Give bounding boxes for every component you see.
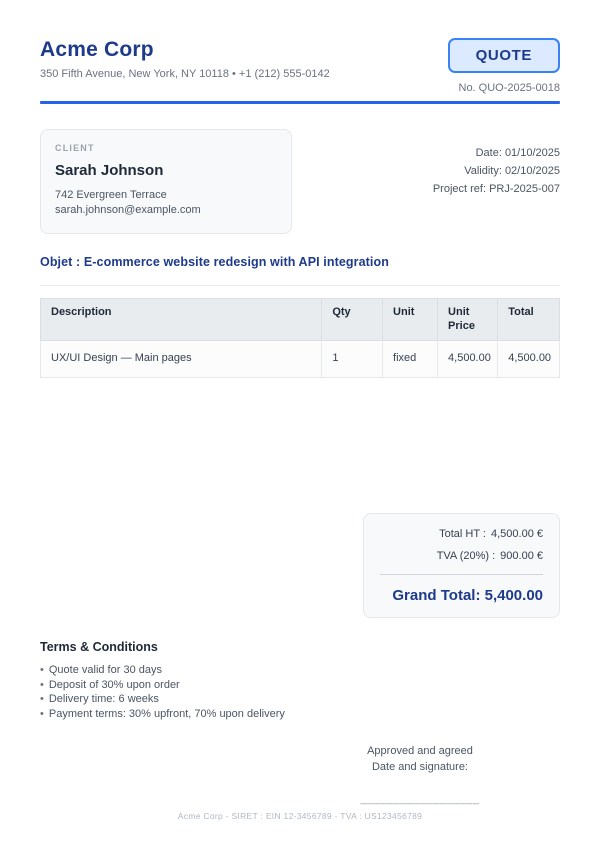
doc-number: No. QUO-2025-0018 — [458, 82, 560, 94]
terms-item — [40, 663, 560, 678]
table-row — [41, 341, 560, 378]
quote-meta — [433, 144, 560, 234]
cell-total: 4,500.00 — [498, 341, 560, 378]
document-header — [40, 38, 560, 94]
terms-item — [40, 692, 560, 707]
signature-rule: __________________ — [360, 793, 480, 806]
terms-item — [40, 678, 560, 693]
client-name: Sarah Johnson — [55, 162, 164, 179]
tax-label: TVA (20%) : — [436, 550, 496, 563]
company-address: 350 Fifth Avenue, New York, NY 10118 • +1 (212) 555-0142 — [40, 68, 330, 81]
bullet-glyph: • — [40, 707, 44, 720]
bullet-glyph: • — [40, 693, 44, 706]
header-total: Total — [498, 298, 560, 341]
cell-description: UX/UI Design — Main pages — [41, 341, 322, 378]
client-address: 742 Evergreen Terrace — [55, 189, 167, 201]
cell-unit: fixed — [383, 341, 438, 378]
header-description: Description — [41, 298, 322, 341]
meta-project-ref: Project ref: PRJ-2025-007 — [432, 183, 560, 195]
signature-date-text: Date and signature: — [371, 761, 468, 774]
subject-divider — [40, 285, 560, 286]
header-unit: Unit — [383, 298, 438, 341]
header-divider — [40, 101, 560, 104]
terms-item-text: Deposit of 30% upon order — [48, 678, 180, 691]
meta-validity: Validity: 02/10/2025 — [464, 165, 560, 177]
company-name: Acme Corp — [40, 38, 154, 61]
grand-total: Grand Total: 5,400.00 — [392, 587, 543, 605]
terms-list — [40, 663, 560, 721]
terms-item-text: Quote valid for 30 days — [48, 664, 162, 677]
totals-box — [363, 513, 560, 618]
bullet-glyph: • — [40, 678, 44, 691]
terms-section — [40, 640, 560, 721]
tax-value: 900.00 € — [500, 550, 543, 563]
terms-title: Terms & Conditions — [40, 640, 158, 655]
terms-item-text: Delivery time: 6 weeks — [48, 693, 159, 706]
terms-item — [40, 707, 560, 722]
client-section — [40, 129, 560, 234]
subtotal-line — [380, 528, 543, 540]
client-section-label: CLIENT — [55, 143, 95, 153]
signature-block — [335, 743, 505, 807]
tax-line — [380, 550, 543, 562]
table-header-row — [41, 298, 560, 341]
meta-date: Date: 01/10/2025 — [475, 147, 560, 159]
cell-qty: 1 — [322, 341, 383, 378]
client-contact — [55, 188, 277, 219]
doc-id-block — [448, 38, 560, 94]
items-table — [40, 298, 560, 378]
subject-line: Objet : E-commerce website redesign with API integration — [40, 254, 389, 269]
legal-footer: Acme Corp - SIRET : EIN 12-3456789 - TVA : US123456789 — [177, 811, 423, 821]
bullet-glyph: • — [40, 664, 44, 677]
totals-divider — [380, 574, 543, 575]
doc-type-badge: QUOTE — [448, 38, 560, 73]
signature-approved-text: Approved and agreed — [367, 745, 473, 758]
client-card — [40, 129, 292, 234]
company-block — [40, 38, 330, 83]
client-email: sarah.johnson@example.com — [55, 204, 201, 217]
terms-item-text: Payment terms: 30% upfront, 70% upon delivery — [48, 707, 285, 720]
subtotal-label: Total HT : — [439, 528, 486, 541]
header-unit-price: Unit Price — [438, 298, 498, 341]
subtotal-value: 4,500.00 € — [491, 528, 543, 541]
header-qty: Qty — [322, 298, 383, 341]
cell-unit-price: 4,500.00 — [438, 341, 498, 378]
